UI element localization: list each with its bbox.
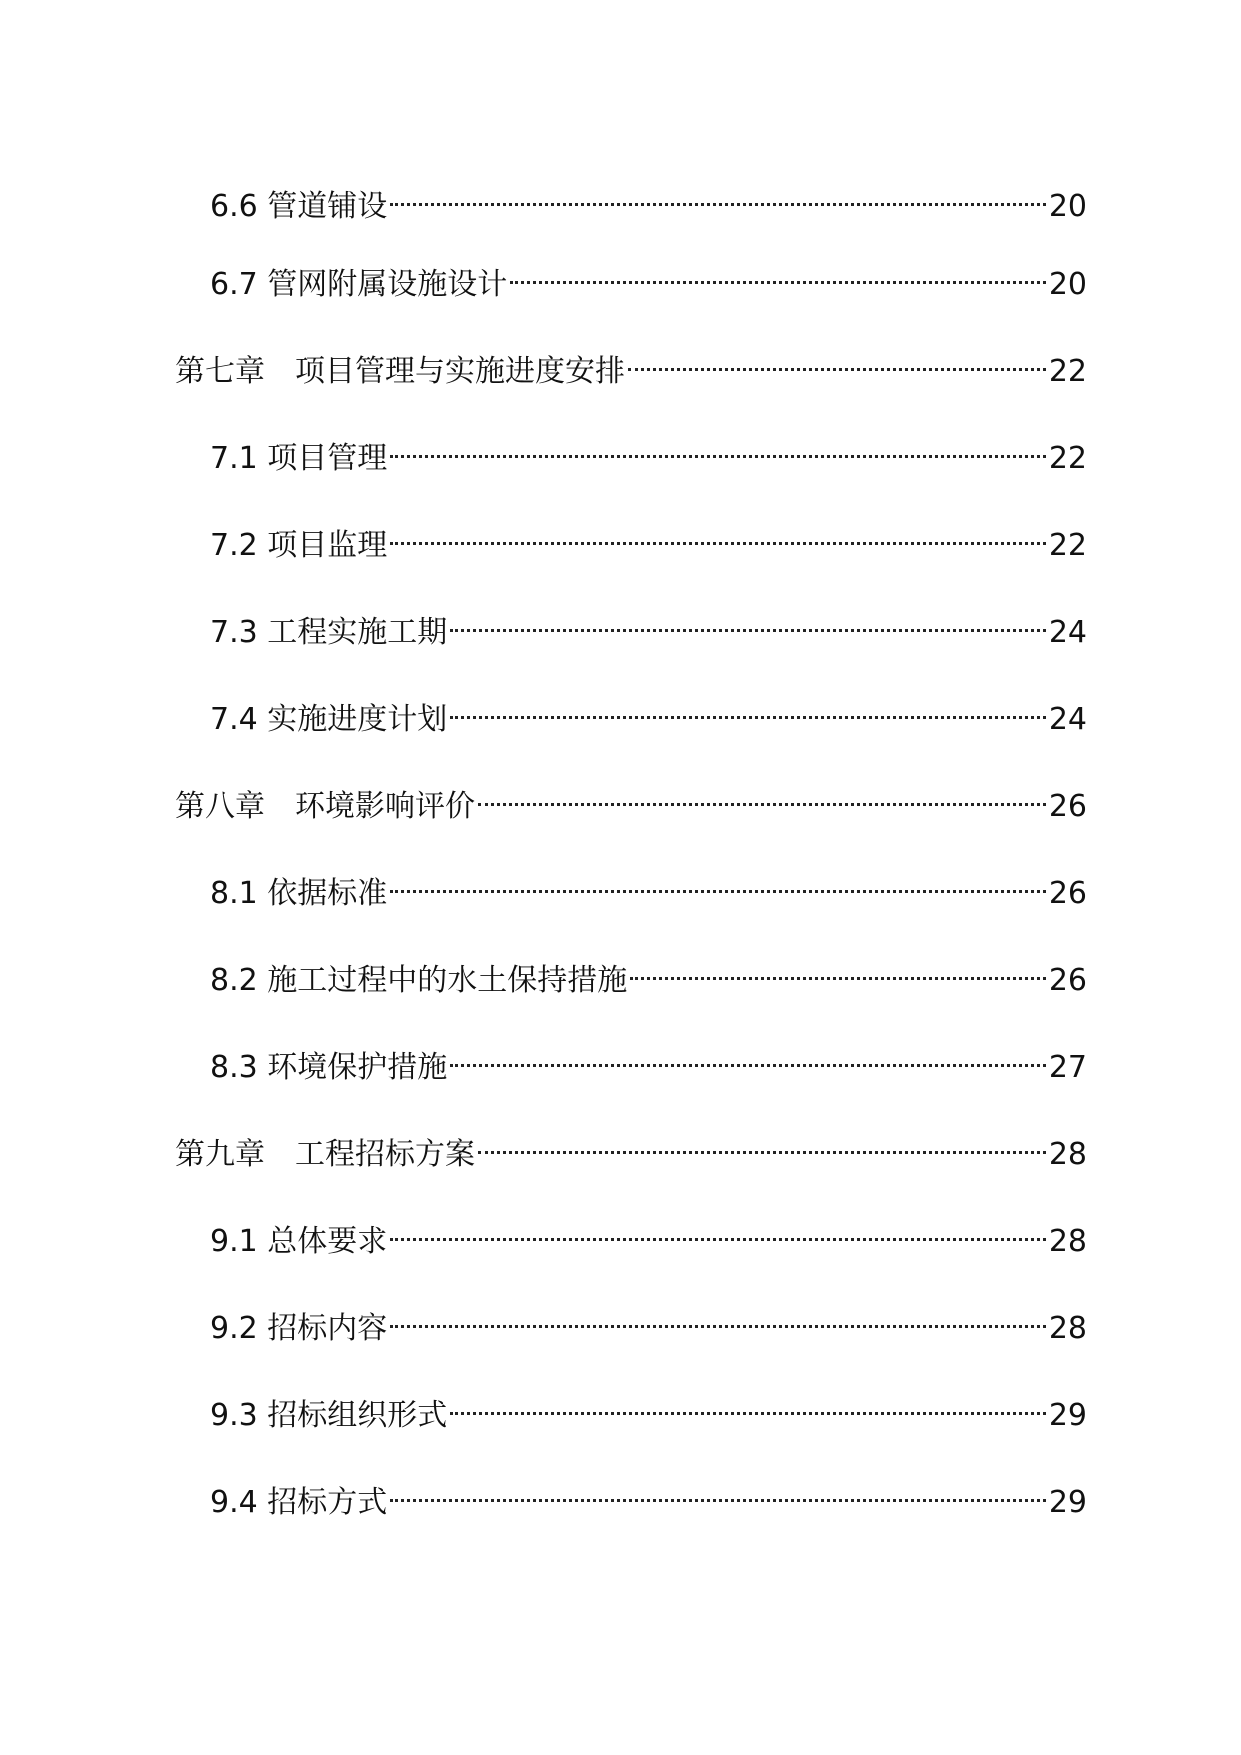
dot-leader: [478, 772, 1046, 816]
toc-page-number: 28: [1048, 1311, 1087, 1346]
toc-entry-title: 第九章 工程招标方案: [175, 1137, 475, 1172]
toc-page-number: 28: [1048, 1224, 1087, 1259]
toc-entry[interactable]: [210, 250, 1087, 302]
toc-page-number: 22: [1048, 354, 1087, 389]
toc-page-number: 28: [1048, 1137, 1087, 1172]
toc-chapter-entry[interactable]: [175, 337, 1087, 389]
toc-entry-title: 7.2 项目监理: [210, 528, 388, 563]
dot-leader: [450, 598, 1046, 642]
toc-page-number: 22: [1048, 528, 1087, 563]
toc-entry-title: 第七章 项目管理与实施进度安排: [175, 354, 625, 389]
toc-page-number: 29: [1048, 1485, 1087, 1520]
toc-entry-title: 7.1 项目管理: [210, 441, 388, 476]
dot-leader: [628, 337, 1046, 381]
toc-entry-title: 7.3 工程实施工期: [210, 615, 448, 650]
toc-entry[interactable]: [210, 685, 1087, 737]
toc-entry-title: 9.2 招标内容: [210, 1311, 388, 1346]
toc-page-number: 27: [1048, 1050, 1087, 1085]
toc-entry[interactable]: [210, 1207, 1087, 1259]
toc-entry[interactable]: [210, 859, 1087, 911]
toc-entry-title: 9.4 招标方式: [210, 1485, 388, 1520]
dot-leader: [390, 1468, 1046, 1512]
toc-page-number: 29: [1048, 1398, 1087, 1433]
toc-page-number: 26: [1048, 876, 1087, 911]
toc-entry[interactable]: [210, 172, 1087, 224]
dot-leader: [450, 685, 1046, 729]
toc-entry[interactable]: [210, 1033, 1087, 1085]
toc-entry-title: 6.7 管网附属设施设计: [210, 267, 508, 302]
toc-entry[interactable]: [210, 598, 1087, 650]
toc-entry-title: 7.4 实施进度计划: [210, 702, 448, 737]
dot-leader: [390, 424, 1046, 468]
toc-page-number: 20: [1048, 189, 1087, 224]
dot-leader: [510, 250, 1046, 294]
toc-entry-title: 第八章 环境影响评价: [175, 789, 475, 824]
dot-leader: [450, 1381, 1046, 1425]
toc-page-number: 26: [1048, 789, 1087, 824]
dot-leader: [390, 511, 1046, 555]
toc-entry-title: 8.3 环境保护措施: [210, 1050, 448, 1085]
toc-entry-title: 9.1 总体要求: [210, 1224, 388, 1259]
toc-entry[interactable]: [210, 424, 1087, 476]
toc-page-number: 20: [1048, 267, 1087, 302]
toc-entry[interactable]: [210, 1381, 1087, 1433]
toc-entry-title: 9.3 招标组织形式: [210, 1398, 448, 1433]
toc-entry-title: 6.6 管道铺设: [210, 189, 388, 224]
dot-leader: [630, 946, 1046, 990]
dot-leader: [390, 1294, 1046, 1338]
toc-page-number: 22: [1048, 441, 1087, 476]
toc-entry[interactable]: [210, 1468, 1087, 1520]
dot-leader: [390, 859, 1046, 903]
toc-entry[interactable]: [210, 511, 1087, 563]
toc-page-number: 24: [1048, 702, 1087, 737]
toc-chapter-entry[interactable]: [175, 1120, 1087, 1172]
dot-leader: [390, 172, 1046, 216]
toc-page-number: 26: [1048, 963, 1087, 998]
toc-chapter-entry[interactable]: [175, 772, 1087, 824]
dot-leader: [478, 1120, 1046, 1164]
dot-leader: [450, 1033, 1046, 1077]
toc-entry-title: 8.1 依据标准: [210, 876, 388, 911]
toc-entry[interactable]: [210, 1294, 1087, 1346]
dot-leader: [390, 1207, 1046, 1251]
toc-entry-title: 8.2 施工过程中的水土保持措施: [210, 963, 628, 998]
toc-page-number: 24: [1048, 615, 1087, 650]
toc-entry[interactable]: [210, 946, 1087, 998]
